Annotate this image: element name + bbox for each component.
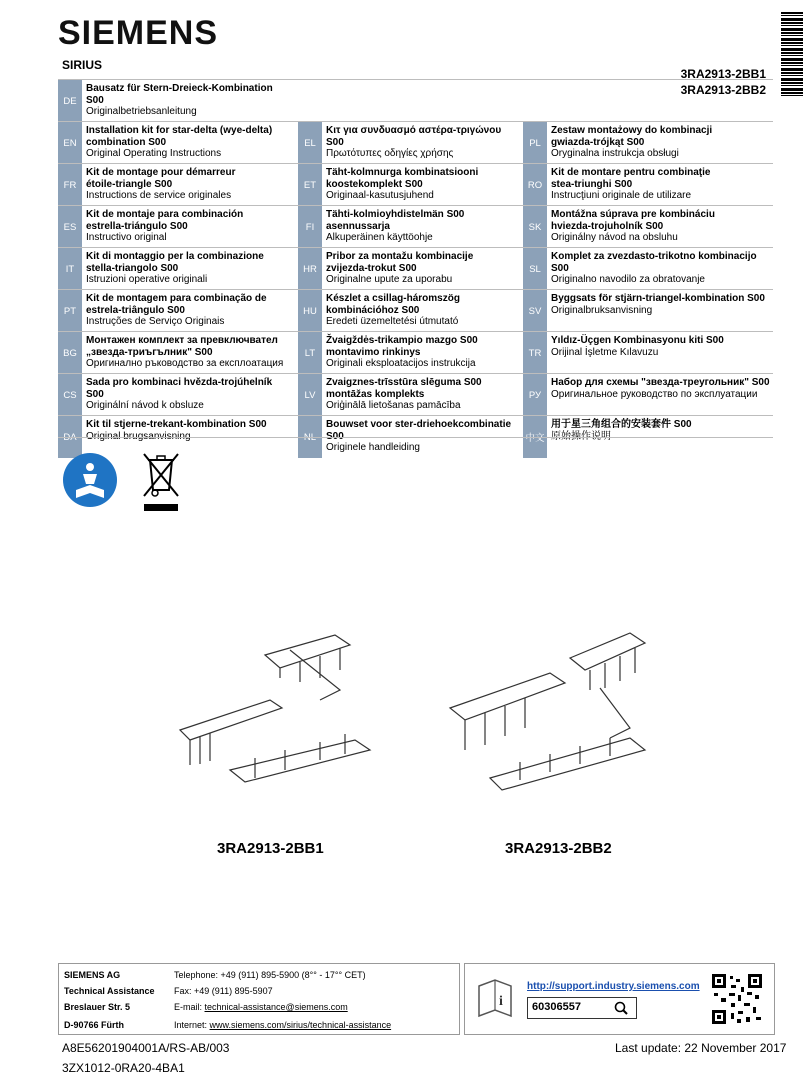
entry-title: Κιτ για συνδυασμό αστέρα-τριγώνου S00: [326, 125, 502, 148]
language-entry: [58, 206, 294, 248]
language-row: [58, 79, 773, 122]
entry-title: asennussarja: [326, 220, 390, 232]
language-row: [58, 247, 773, 290]
language-entry: [523, 248, 773, 290]
entry-title: „звезда-триъгълник" S00: [86, 346, 213, 358]
language-code: PL: [523, 122, 547, 164]
language-code: EL: [298, 122, 322, 164]
barcode: [781, 12, 803, 98]
language-code: DA: [58, 416, 82, 458]
entry-title: kombinációhoz S00: [326, 304, 420, 316]
support-search-input[interactable]: [527, 997, 637, 1019]
doc-number: A8E56201904001A/RS-AB/003: [62, 1041, 230, 1055]
entry-title: hviezda-trojuholník S00: [551, 220, 664, 232]
language-entry: [298, 248, 519, 290]
language-code: TR: [523, 332, 547, 374]
language-code: SK: [523, 206, 547, 248]
read-manual-icon: [62, 452, 118, 508]
product-label-2bb1: 3RA2913-2BB1: [217, 840, 324, 857]
entry-subtitle: Oriģinālā lietošanas pamācība: [326, 400, 461, 411]
entry-title: Installation kit for star-delta (wye-delta): [86, 125, 273, 136]
internet-line: [174, 1020, 391, 1030]
last-update: Last update: 22 November 2017: [615, 1041, 787, 1055]
entry-subtitle: Originalbetriebsanleitung: [86, 106, 197, 117]
search-value: 60306557: [532, 1001, 581, 1013]
entry-title: Készlet a csillag-háromszög: [326, 293, 460, 304]
email-line: [174, 1002, 348, 1012]
language-entry: [523, 374, 773, 416]
product-drawing-2bb2: [440, 628, 680, 798]
svg-text:i: i: [499, 994, 503, 1009]
email-link[interactable]: technical-assistance@siemens.com: [204, 1002, 348, 1012]
language-entry: [58, 80, 294, 122]
entry-title: Montážna súprava pre kombináciu: [551, 209, 715, 220]
entry-title: Komplet za zvezdasto-trikotno kombinacijo S00: [551, 251, 757, 274]
language-entry: [298, 206, 519, 248]
language-entry: [523, 206, 773, 248]
entry-title: estrela-triângulo S00: [86, 304, 185, 316]
qr-code-icon: [711, 973, 763, 1025]
language-code: SL: [523, 248, 547, 290]
info-book-icon: [477, 978, 513, 1020]
entry-title: koostekomplekt S00: [326, 178, 423, 190]
entry-title: Tähti-kolmioyhdistelmän S00: [326, 209, 465, 220]
product-series: SIRIUS: [62, 58, 103, 72]
entry-title: étoile-triangle S00: [86, 178, 173, 190]
language-entry: [58, 374, 294, 416]
siemens-logo: SIEMENS: [58, 14, 219, 52]
language-code: EN: [58, 122, 82, 164]
order-number: 3ZX1012-0RA20-4BA1: [62, 1061, 185, 1075]
entry-title: gwiazda-trójkąt S00: [551, 136, 645, 148]
entry-subtitle: Original Operating Instructions: [86, 148, 222, 159]
entry-title: 用于星三角组合的安装套件 S00: [551, 419, 692, 430]
entry-title: Täht-kolmnurga kombinatsiooni: [326, 167, 479, 178]
entry-title: stella-triangolo S00: [86, 262, 179, 274]
contact-box: [58, 963, 460, 1035]
entry-title: estrella-triángulo S00: [86, 220, 188, 232]
language-code: РУ: [523, 374, 547, 416]
entry-title: Pribor za montažu kombinacije: [326, 251, 474, 262]
entry-subtitle: Originali eksploatacijos instrukcija: [326, 358, 476, 369]
entry-title: Монтажен комплект за превключвател: [86, 335, 278, 346]
language-entry: [298, 332, 519, 374]
entry-subtitle: Alkuperäinen käyttöohje: [326, 232, 433, 243]
entry-subtitle: Instructions de service originales: [86, 190, 232, 201]
language-entry: [58, 332, 294, 374]
entry-title: Sada pro kombinaci hvězda-trojúhelník S00: [86, 377, 273, 400]
language-row: [58, 289, 773, 332]
entry-title: Kit til stjerne-trekant-kombination S00: [86, 419, 267, 430]
language-entry: [298, 122, 519, 164]
language-entry: [523, 164, 773, 206]
entry-title: combination S00: [86, 136, 167, 148]
entry-subtitle: Instructivo original: [86, 232, 167, 243]
language-entry: [523, 122, 773, 164]
part-number-1: 3RA2913-2BB1: [680, 67, 766, 81]
language-code: FR: [58, 164, 82, 206]
department: Technical Assistance: [64, 986, 155, 996]
language-code: RO: [523, 164, 547, 206]
entry-title: Bausatz für Stern-Dreieck-Kombination S00: [86, 83, 273, 106]
language-code: IT: [58, 248, 82, 290]
language-entry: [523, 332, 773, 374]
language-entry: [58, 164, 294, 206]
product-label-2bb2: 3RA2913-2BB2: [505, 840, 612, 857]
entry-title: Kit de montagem para combinação de: [86, 293, 267, 304]
language-row: [58, 121, 773, 164]
entry-subtitle: Originalno navodilo za obratovanje: [551, 274, 705, 285]
language-entry: [523, 290, 773, 332]
entry-title: Набор для схемы "звезда-треугольник" S00: [551, 377, 770, 388]
entry-subtitle: Orijinal İşletme Kılavuzu: [551, 346, 659, 358]
language-entry: [298, 164, 519, 206]
entry-title: Kit de montaje para combinación: [86, 209, 244, 220]
language-entry: [298, 374, 519, 416]
language-code: SV: [523, 290, 547, 332]
entry-subtitle: Πρωτότυπες οδηγίες χρήσης: [326, 148, 454, 159]
language-code: ET: [298, 164, 322, 206]
entry-subtitle: 原始操作说明: [551, 430, 611, 442]
language-row: [58, 331, 773, 374]
language-code: DE: [58, 80, 82, 122]
language-code: CS: [58, 374, 82, 416]
entry-title: Bouwset voor ster-driehoekcombinatie S00: [326, 419, 512, 442]
language-row: [58, 205, 773, 248]
entry-subtitle: Oryginalna instrukcja obsługi: [551, 148, 679, 159]
language-code: BG: [58, 332, 82, 374]
entry-subtitle: Instruções de Serviço Originais: [86, 316, 225, 327]
language-code: LT: [298, 332, 322, 374]
language-entry: [58, 122, 294, 164]
language-entry: [298, 290, 519, 332]
entry-title: Kit de montage pour démarreur: [86, 167, 236, 178]
weee-bin-icon: [140, 450, 182, 514]
entry-title: zvijezda-trokut S00: [326, 262, 417, 274]
entry-subtitle: Originalbruksanvisning: [551, 304, 653, 316]
entry-title: Kit de montare pentru combinaţie: [551, 167, 711, 178]
city: D-90766 Fürth: [64, 1020, 125, 1030]
language-row: [58, 373, 773, 416]
entry-title: Žvaigždės-trikampio mazgo S00: [326, 335, 478, 346]
entry-subtitle: Eredeti üzemeltetési útmutató: [326, 316, 459, 327]
entry-subtitle: Оригинално ръководство за експлоатация: [86, 358, 284, 369]
entry-title: montavimo rinkinys: [326, 346, 421, 358]
language-entry: [58, 290, 294, 332]
language-code: FI: [298, 206, 322, 248]
entry-subtitle: Originele handleiding: [326, 442, 420, 453]
fax: Fax: +49 (911) 895-5907: [174, 986, 273, 996]
street: Breslauer Str. 5: [64, 1002, 131, 1012]
entry-subtitle: Istruzioni operative originali: [86, 274, 208, 285]
language-code: HU: [298, 290, 322, 332]
entry-title: Zestaw montażowy do kombinacji: [551, 125, 713, 136]
internet-link[interactable]: www.siemens.com/sirius/technical-assistance: [209, 1020, 392, 1030]
language-code: PT: [58, 290, 82, 332]
entry-title: Kit di montaggio per la combinazione: [86, 251, 264, 262]
entry-subtitle: Originaal-kasutusjuhend: [326, 190, 434, 201]
internet-label: Internet:: [174, 1020, 210, 1030]
entry-subtitle: Originálny návod na obsluhu: [551, 232, 678, 243]
entry-subtitle: Original brugsanvisning: [86, 430, 191, 442]
language-entry: [58, 248, 294, 290]
company: SIEMENS AG: [64, 970, 121, 980]
language-code: NL: [298, 416, 322, 458]
language-row: [58, 163, 773, 206]
entry-title: Byggsats för stjärn-triangel-kombination S00: [551, 293, 765, 304]
part-number-2: 3RA2913-2BB2: [680, 83, 766, 97]
language-code: 中文: [523, 416, 547, 458]
entry-title: montāžas komplekts: [326, 388, 425, 400]
entry-title: Yıldız-Üçgen Kombinasyonu kiti S00: [551, 335, 724, 346]
product-drawing-2bb1: [170, 630, 400, 790]
email-label: E-mail:: [174, 1002, 205, 1012]
support-box: [464, 963, 775, 1035]
language-code: ES: [58, 206, 82, 248]
language-code: HR: [298, 248, 322, 290]
entry-subtitle: Instrucţiuni originale de utilizare: [551, 190, 692, 201]
language-code: LV: [298, 374, 322, 416]
entry-subtitle: Оригинальное руководство по эксплуатации: [551, 388, 758, 400]
entry-title: Zvaigznes-trīsstūra slēguma S00: [326, 377, 482, 388]
entry-subtitle: Originální návod k obsluze: [86, 400, 204, 411]
entry-title: stea-triunghi S00: [551, 178, 633, 190]
entry-subtitle: Originalne upute za uporabu: [326, 274, 453, 285]
search-icon[interactable]: [614, 1001, 628, 1015]
support-link[interactable]: http://support.industry.siemens.com: [527, 981, 700, 992]
phone: Telephone: +49 (911) 895-5900 (8°° - 17°° CET): [174, 970, 366, 980]
